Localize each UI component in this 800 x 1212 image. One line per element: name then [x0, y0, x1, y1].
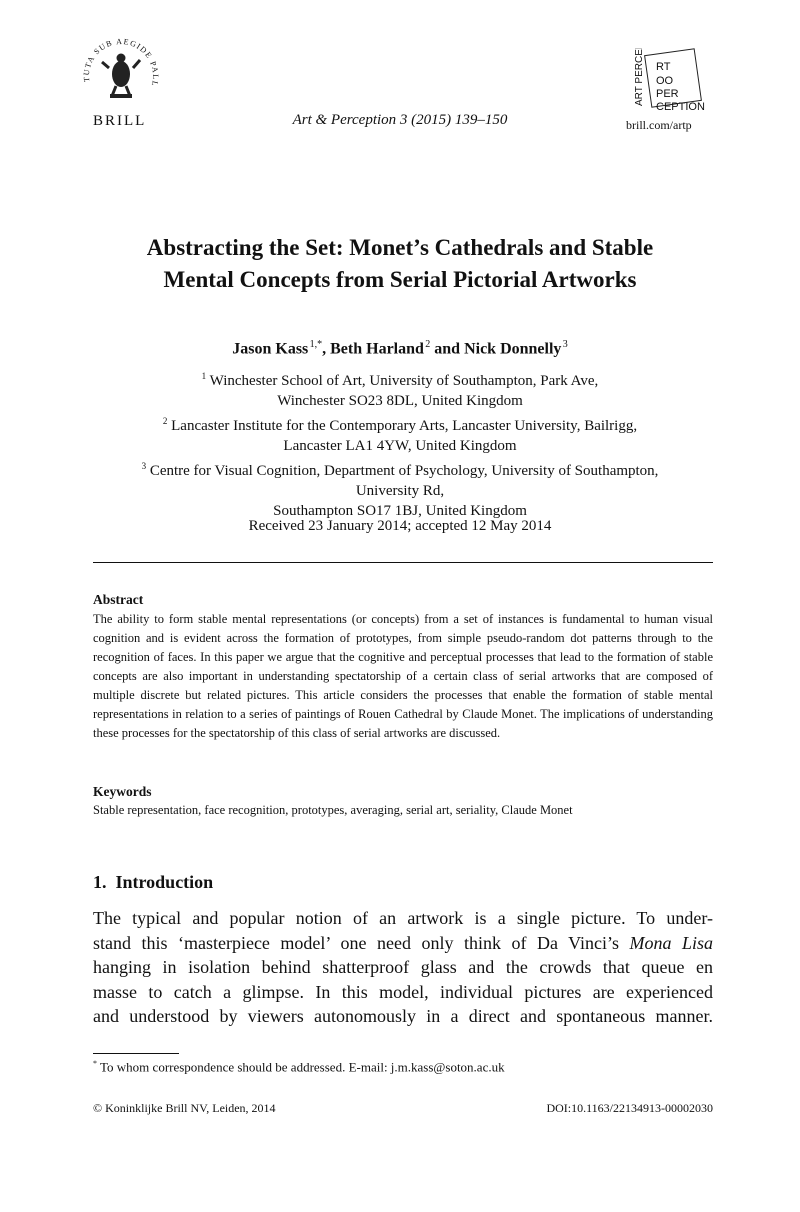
publisher-name: BRILL [93, 113, 147, 129]
brill-seal-icon [76, 38, 166, 106]
footnote-divider [93, 1053, 179, 1054]
author-and: and [430, 340, 465, 358]
keywords-heading: Keywords [93, 784, 152, 799]
title-line-1: Abstracting the Set: Monet’s Cathedrals and Stable [146, 235, 654, 260]
divider [93, 562, 713, 563]
svg-text:CEPTION: CEPTION [656, 101, 705, 113]
journal-website: brill.com/artp [626, 118, 692, 132]
author-separator: , [322, 340, 331, 358]
affiliation-line [0, 366, 800, 391]
footnote-text: To whom correspondence should be addressed. E-mail: j.m.kass@soton.ac.uk [97, 1059, 505, 1075]
body-line: stand this ‘masterpiece model’ one need only think of Da Vinci’s Mona Lisa [93, 932, 713, 953]
affiliation-text: Centre for Visual Cognition, Department of Psychology, University of Southampton, [149, 463, 659, 479]
affiliation-line [0, 456, 800, 481]
footnote [93, 1059, 505, 1075]
abstract-heading: Abstract [93, 592, 144, 607]
art-perception-logo-icon [634, 48, 718, 114]
affiliation-text: Lancaster Institute for the Contemporary Arts, Lancaster University, Bailrigg, [171, 418, 638, 434]
body-line: The typical and popular notion of an artwork is a single picture. To under- [93, 908, 713, 928]
author-name: Jason Kass [232, 340, 309, 358]
affiliation-number: 1 [201, 371, 207, 381]
copyright: © Koninklijke Brill NV, Leiden, 2014 [93, 1101, 276, 1115]
affiliation-line: Winchester SO23 8DL, United Kingdom [277, 393, 523, 409]
doi: DOI:10.1163/22134913-00002030 [546, 1101, 713, 1115]
svg-text:RT: RT [656, 61, 671, 73]
svg-text:PER: PER [656, 88, 679, 100]
article-title [0, 232, 800, 296]
journal-citation: Art & Perception 3 (2015) 139–150 [292, 112, 508, 128]
title-line-2: Mental Concepts from Serial Pictorial Artworks [163, 267, 637, 292]
author-name: Beth Harland [330, 340, 424, 358]
svg-text:TUTA SUB AEGIDE PALLAS 1683: TUTA SUB AEGIDE PALL [81, 38, 161, 89]
section-heading: 1. Introduction [93, 872, 214, 892]
affiliation-number: 3 [141, 461, 147, 471]
author-mark: 1,* [309, 339, 323, 350]
italic-title: Mona Lisa [629, 932, 713, 953]
author-mark: 2 [425, 339, 431, 350]
svg-text:ART PERCEPTION: ART PERCEPTION [634, 48, 645, 106]
body-text [93, 906, 713, 1029]
author-list [0, 339, 800, 358]
author-name: Nick Donnelly [464, 340, 562, 358]
affiliation-line: Lancaster LA1 4YW, United Kingdom [283, 438, 517, 454]
body-line: and understood by viewers autonomously in a direct and spontaneous manner. [93, 1006, 713, 1026]
body-line: masse to catch a glimpse. In this model, individual pictures are experienced [93, 981, 713, 1002]
author-mark: 3 [562, 339, 568, 350]
keywords-text: Stable representation, face recognition, prototypes, averaging, serial art, seriality, Claude Monet [93, 803, 573, 817]
affiliation-line: University Rd, [355, 483, 445, 499]
received-dates: Received 23 January 2014; accepted 12 May 2014 [248, 518, 552, 534]
affiliation-line [0, 411, 800, 436]
abstract-text: The ability to form stable mental representations (or concepts) from a set of instances is fundamental to human visual cognition and is evident across the formation of prototypes, from simple pseudo-random dot patterns through to the recognition of faces. In this paper we argue that the cognitive and perceptual processes that lead to the formation of stable concepts are also important in understanding spectatorship of a certain class of serial artworks that are composed of multiple discrete but related pictures. This article considers the processes that enable the formation of stable mental representations in relation to a series of paintings of Rouen Cathedral by Claude Monet. The implications of understanding these processes for the spectatorship of this class of serial artworks are discussed. [93, 612, 713, 740]
affiliation-number: 2 [162, 416, 168, 426]
body-line: hanging in isolation behind shatterproof glass and the crowds that queue en [93, 957, 713, 977]
svg-text:OO: OO [656, 75, 674, 87]
affiliation-line: Southampton SO17 1BJ, United Kingdom [273, 503, 527, 519]
footnote-mark: * [93, 1059, 97, 1068]
affiliations [0, 366, 800, 521]
affiliation-text: Winchester School of Art, University of Southampton, Park Ave, [209, 373, 599, 389]
